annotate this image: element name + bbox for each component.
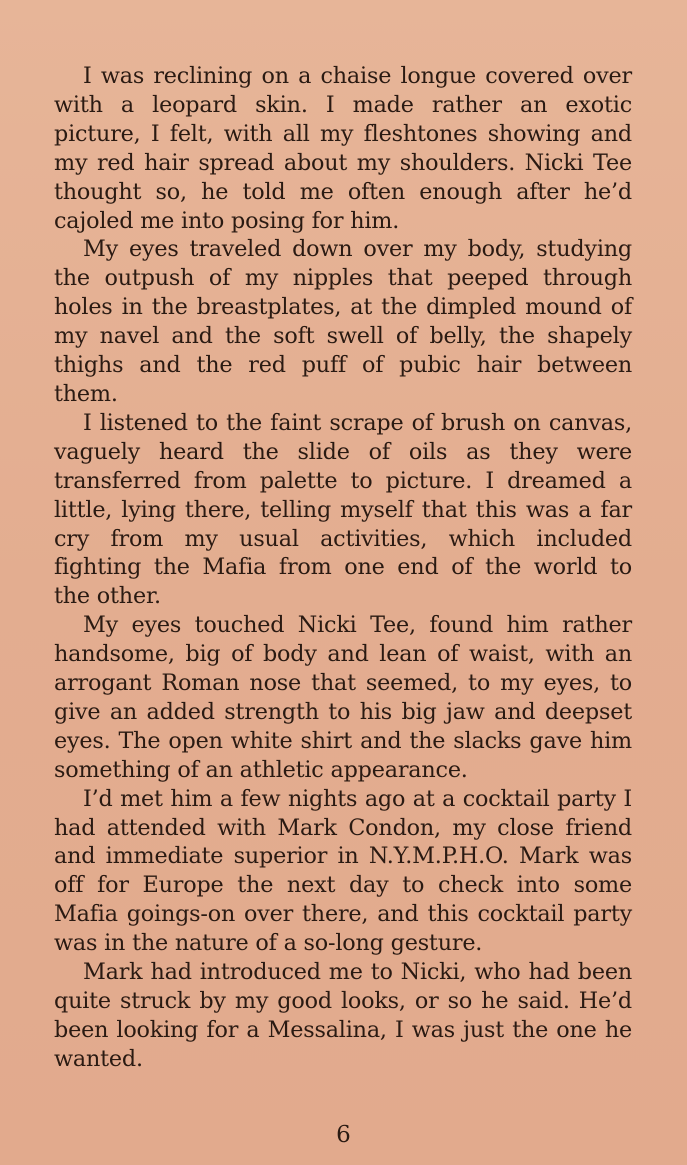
text-line: cajoled me into posing for him. [54, 207, 400, 234]
text-line: cry from my usual activities, which included [54, 525, 632, 552]
paragraph [54, 235, 632, 408]
text-line: been looking for a Messalina, I was just the one he [54, 1016, 632, 1043]
text-line: little, lying there, telling myself that this was a far [54, 496, 632, 523]
text-line: Mark had introduced me to Nicki, who had been [83, 959, 632, 986]
text-line: wanted. [54, 1045, 143, 1072]
text-line: and immediate superior in N.Y.M.P.H.O. Mark was [54, 843, 632, 870]
text-line: my red hair spread about my shoulders. Nicki Tee [54, 149, 632, 176]
text-line: thighs and the red puff of pubic hair between [54, 352, 632, 379]
text-line: fighting the Mafia from one end of the world to [54, 554, 632, 581]
text-line: handsome, big of body and lean of waist, with an [54, 641, 632, 668]
text-line: quite struck by my good looks, or so he said. He’d [54, 988, 632, 1014]
text-line: off for Europe the next day to check into some [54, 872, 632, 899]
page-number: 6 [336, 1122, 351, 1148]
text-line: Mafia goings-on over there, and this cocktail party [54, 901, 632, 928]
paragraph [54, 785, 632, 958]
text-line: something of an athletic appearance. [54, 756, 468, 783]
text-line: My eyes traveled down over my body, studying [83, 236, 632, 263]
text-line: them. [54, 380, 118, 407]
text-line: had attended with Mark Condon, my close friend [54, 814, 632, 841]
text-line: was in the nature of a so-long gesture. [54, 930, 483, 957]
text-line: My eyes touched Nicki Tee, found him rather [83, 612, 632, 639]
text-line: my navel and the soft swell of belly, the shapely [54, 323, 632, 350]
text-line: arrogant Roman nose that seemed, to my eyes, to [54, 670, 632, 697]
paragraph [54, 958, 632, 1074]
text-line: I was reclining on a chaise longue covered over [83, 63, 632, 89]
text-line: give an added strength to his big jaw and deepset [54, 698, 632, 725]
text-line: the outpush of my nipples that peeped through [54, 265, 632, 292]
text-line: I’d met him a few nights ago at a cocktail party I [83, 785, 632, 812]
text-line: transferred from palette to picture. I dreamed a [54, 467, 632, 494]
paragraph [54, 409, 632, 611]
text-line: vaguely heard the slide of oils as they were [54, 438, 632, 465]
text-line: thought so, he told me often enough after he’d [54, 178, 632, 205]
text-line: eyes. The open white shirt and the slacks gave him [54, 727, 632, 754]
paragraph [54, 62, 632, 235]
body-text [54, 62, 632, 1074]
text-line: picture, I felt, with all my fleshtones showing and [54, 120, 632, 147]
text-line: with a leopard skin. I made rather an exotic [54, 91, 632, 118]
text-line: holes in the breastplates, at the dimpled mound of [54, 294, 632, 321]
text-line: the other. [54, 583, 161, 610]
text-line: I listened to the faint scrape of brush on canvas, [83, 409, 632, 436]
paragraph [54, 611, 632, 784]
